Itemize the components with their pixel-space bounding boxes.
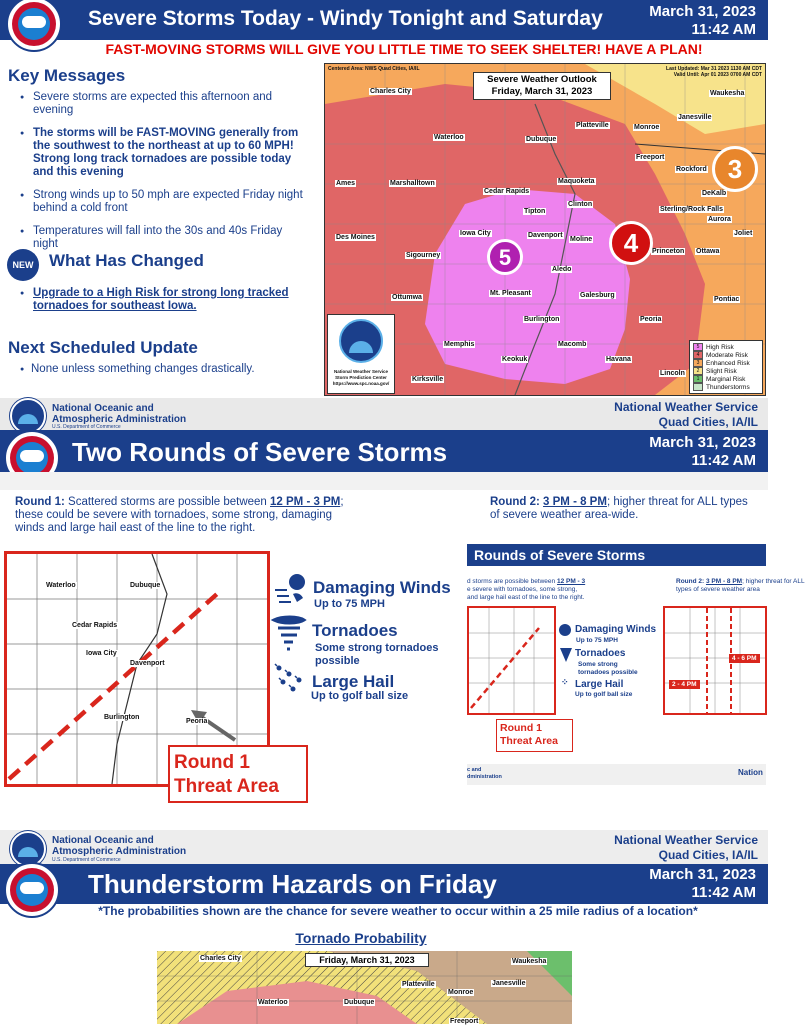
inset-text: ; higher threat for ALL xyxy=(742,578,805,585)
legend-swatch: 5 xyxy=(693,343,703,351)
nws-office-line: National Weather Service xyxy=(614,400,758,414)
map-city-label: Janesville xyxy=(678,114,712,121)
map-title: Severe Weather Outlook xyxy=(487,74,597,85)
round1-city-label: Burlington xyxy=(104,714,140,721)
tornado-map-city-label: Waukesha xyxy=(512,958,547,965)
hazard-title: Large Hail xyxy=(312,672,395,691)
tornado-map-city-label: Waterloo xyxy=(258,999,288,1006)
map-city-label: Davenport xyxy=(528,232,563,239)
section2-header xyxy=(0,430,768,472)
legend-row xyxy=(693,343,759,351)
next-update-list xyxy=(8,363,308,384)
inset-round2-label: Round 2: xyxy=(676,578,706,585)
map-city-label: Freeport xyxy=(636,154,665,161)
round1-text: Scattered storms are possible between xyxy=(64,496,271,508)
map-city-label: Burlington xyxy=(524,316,560,323)
inset-tornado-icon xyxy=(560,648,572,662)
section2-top-band xyxy=(0,472,768,490)
what-changed-item: ● Upgrade to a High Risk for strong long tracked tornadoes for southeast Iowa. xyxy=(8,287,298,313)
enhanced-risk-marker xyxy=(712,146,758,192)
round2-label: Round 2: xyxy=(490,496,540,508)
moderate-risk-number: 4 xyxy=(623,228,639,258)
section2-title: Two Rounds of Severe Storms xyxy=(72,437,448,467)
noaa-logo-icon xyxy=(10,398,46,434)
key-messages-heading: Key Messages xyxy=(8,66,126,85)
round1-text: ; these could be severe with tornadoes, some strong, damaging winds and large hail east of the line to the right. xyxy=(15,496,344,534)
tornado-probability-heading: Tornado Probability xyxy=(295,930,427,946)
noaa-department: U.S. Department of Commerce xyxy=(52,424,121,430)
tornado-map-date: Friday, March 31, 2023 xyxy=(305,953,429,967)
map-updated: Last Updated: Mar 31 2023 1130 AM CDT xyxy=(666,66,762,72)
legend-row xyxy=(693,367,759,375)
tornado-icon xyxy=(272,616,306,656)
map-city-label: Cedar Rapids xyxy=(484,188,530,195)
hazard-subtitle: Up to 75 MPH xyxy=(314,598,385,610)
inset-hazard-sub: Some strong xyxy=(578,661,618,668)
inset-hazard-title: Tornadoes xyxy=(575,648,626,659)
hazard-title: Damaging Winds xyxy=(313,578,451,597)
enhanced-risk-number: 3 xyxy=(727,154,743,184)
nws-office-line: Quad Cities, IA/IL xyxy=(658,415,758,429)
probability-note: *The probabilities shown are the chance for severe weather to occur within a 25 mile radius of a location* xyxy=(98,904,698,918)
key-message-item: ● Temperatures will fall into the 30s and 40s Friday night xyxy=(8,225,308,251)
legend-row xyxy=(693,375,759,383)
inset-round2-time: 3 PM - 8 PM xyxy=(705,578,743,585)
legend-label: Marginal Risk xyxy=(706,375,746,383)
map-city-label: Waukesha xyxy=(710,90,745,97)
legend-swatch: 4 xyxy=(693,351,703,359)
map-city-label: Kirksville xyxy=(412,376,444,383)
inset-time: 12 PM - 3 xyxy=(556,578,586,585)
section3-header xyxy=(0,864,768,904)
map-title-box xyxy=(473,72,611,100)
inset-hazard-sub: tornadoes possible xyxy=(578,669,638,676)
section2-time: 11:42 AM xyxy=(691,452,756,469)
hazard-subtitle: Some strong tornadoes possible xyxy=(315,642,439,667)
legend-row xyxy=(693,383,759,391)
nws-office xyxy=(614,400,758,430)
hazard-title: Tornadoes xyxy=(312,621,398,640)
inset-header xyxy=(467,544,766,566)
map-city-label: Peoria xyxy=(640,316,662,323)
noaa-map-caption xyxy=(330,369,392,387)
inset-round2-map xyxy=(663,606,767,715)
round1-city-label: Davenport xyxy=(130,660,165,667)
legend-swatch: 1 xyxy=(693,375,703,383)
map-city-label: Princeton xyxy=(652,248,685,255)
noaa-name xyxy=(52,835,186,857)
section1-datetime xyxy=(649,3,756,39)
map-city-label: Waterloo xyxy=(434,134,464,141)
noaa-map-inset xyxy=(327,314,395,394)
round1-time: 12 PM - 3 PM xyxy=(270,496,341,508)
round1-city-label: Dubuque xyxy=(130,582,161,589)
map-city-label: Havana xyxy=(606,356,631,363)
map-update-info xyxy=(666,66,762,78)
high-risk-number: 5 xyxy=(498,245,512,270)
round1-description xyxy=(15,496,360,535)
noaa-department: U.S. Department of Commerce xyxy=(52,857,121,863)
inset-slide xyxy=(467,544,805,785)
inset-box-line: Threat Area xyxy=(500,735,558,747)
section1-title: Severe Storms Today - Windy Tonight and Saturday xyxy=(88,7,603,30)
map-city-label: Rockford xyxy=(676,166,707,173)
round1-city-label: Peoria xyxy=(186,718,208,725)
inset-round1-map xyxy=(467,606,556,715)
map-city-label: Galesburg xyxy=(580,292,615,299)
map-city-label: Moline xyxy=(570,236,593,243)
legend-swatch xyxy=(693,383,703,391)
new-badge xyxy=(7,249,39,281)
map-centered-label: Centered Area: NWS Quad Cities, IA/IL xyxy=(328,66,420,72)
risk-legend xyxy=(689,340,763,394)
inset-hazard-title: Large Hail xyxy=(575,679,624,690)
tornado-probability-map xyxy=(157,951,572,1024)
inset-text: e severe with tornadoes, some strong, xyxy=(467,586,578,593)
map-city-label: Joliet xyxy=(734,230,753,237)
map-city-label: Keokuk xyxy=(502,356,528,363)
tornado-map-city-label: Dubuque xyxy=(344,999,375,1006)
legend-label: High Risk xyxy=(706,343,734,351)
section3-title: Thunderstorm Hazards on Friday xyxy=(88,869,497,899)
legend-row xyxy=(693,359,759,367)
map-city-label: Dubuque xyxy=(526,136,557,143)
what-changed-list xyxy=(8,287,298,321)
tornado-map-city-label: Platteville xyxy=(402,981,435,988)
what-changed-heading: What Has Changed xyxy=(49,251,204,270)
high-risk-marker xyxy=(487,239,523,275)
map-city-label: Aurora xyxy=(708,216,731,223)
map-city-label: Ames xyxy=(336,180,356,187)
noaa-emblem-icon xyxy=(339,319,383,363)
noaa-caption-line: https://www.spc.noaa.gov/ xyxy=(332,381,390,386)
round1-city-label: Waterloo xyxy=(46,582,76,589)
legend-label: Moderate Risk xyxy=(706,351,748,359)
inset-wind-icon xyxy=(559,624,571,636)
inset-text: and large hail east of the line to the right. xyxy=(467,594,585,601)
next-update-item: ● None unless something changes drastically. xyxy=(8,363,308,376)
noaa-name-line: National Oceanic and xyxy=(52,403,154,414)
key-messages-list xyxy=(8,91,308,259)
key-message-item: ● Strong winds up to 50 mph are expected Friday night behind a cold front xyxy=(8,189,308,215)
map-city-label: Marshalltown xyxy=(390,180,435,187)
map-city-label: Iowa City xyxy=(460,230,491,237)
key-message-item: ● Severe storms are expected this afternoon and evening xyxy=(8,91,308,117)
inset-hazard-title: Damaging Winds xyxy=(575,624,657,635)
map-city-label: Des Moines xyxy=(336,234,375,241)
map-city-label: Mt. Pleasant xyxy=(490,290,531,297)
map-city-label: Lincoln xyxy=(660,370,685,377)
round1-label: Round 1: xyxy=(15,496,65,508)
map-valid: Valid Until: Apr 01 2023 0700 AM CDT xyxy=(673,72,762,78)
section2-datetime xyxy=(649,434,756,470)
footer-2 xyxy=(0,830,768,864)
inset-footer-text: c and xyxy=(467,767,482,773)
map-city-label: Ottawa xyxy=(696,248,720,255)
map-city-label: Charles City xyxy=(370,88,411,95)
map-city-label: Pontiac xyxy=(714,296,740,303)
map-city-label: Tipton xyxy=(524,208,546,215)
section1-header xyxy=(0,0,768,40)
round1-threat-box xyxy=(168,745,308,803)
map-city-label: DeKalb xyxy=(702,190,727,197)
hail-icon xyxy=(273,662,305,694)
round2-text: ; higher threat for ALL types of severe weather area-wide. xyxy=(490,496,748,521)
inset-box-line: Round 1 xyxy=(500,722,542,734)
round2-description xyxy=(490,496,760,522)
tornado-map-city-label: Freeport xyxy=(450,1018,479,1025)
inset-time-badge: 4 - 6 PM xyxy=(729,654,760,663)
new-badge-label: NEW xyxy=(12,260,34,270)
inset-footer-text: dministration xyxy=(467,774,502,780)
inset-left-text xyxy=(467,578,607,602)
map-city-label: Platteville xyxy=(576,122,609,129)
map-city-label: Ottumwa xyxy=(392,294,422,301)
legend-label: Enhanced Risk xyxy=(706,359,750,367)
noaa-caption-line: Storm Prediction Center xyxy=(335,375,387,380)
next-update-heading: Next Scheduled Update xyxy=(8,338,198,357)
inset-hail-icon: ⁘ xyxy=(561,677,569,687)
legend-row xyxy=(693,351,759,359)
map-city-label: Maquoketa xyxy=(558,178,595,185)
round2-time: 3 PM - 8 PM xyxy=(543,496,607,508)
nws-office-line: National Weather Service xyxy=(614,833,758,847)
key-message-item: ● The storms will be FAST-MOVING generally from the southwest to the northeast at up to 60 MPH! Strong long track tornadoes are possible today and this evening xyxy=(8,127,308,179)
inset-footer-right: Nation xyxy=(738,768,763,777)
inset-title: Rounds of Severe Storms xyxy=(474,547,646,563)
hazard-subtitle: Up to golf ball size xyxy=(311,690,409,702)
inset-footer xyxy=(467,764,766,785)
section2-date: March 31, 2023 xyxy=(649,434,756,451)
map-city-label: Sigourney xyxy=(406,252,441,259)
inset-time-badge: 2 - 4 PM xyxy=(669,680,700,689)
section1-banner: FAST-MOVING STORMS WILL GIVE YOU LITTLE TIME TO SEEK SHELTER! HAVE A PLAN! xyxy=(105,41,703,57)
section3-time: 11:42 AM xyxy=(691,884,756,901)
noaa-name-line: Atmospheric Administration xyxy=(52,846,187,857)
inset-footer-left xyxy=(467,767,502,781)
map-city-label: Macomb xyxy=(558,341,587,348)
inset-text: d storms are possible between xyxy=(467,578,557,585)
noaa-caption-line: National Weather Service xyxy=(334,369,388,374)
noaa-name-line: Atmospheric Administration xyxy=(52,414,187,425)
map-city-label: Clinton xyxy=(568,201,593,208)
tornado-map-city-label: Charles City xyxy=(200,955,241,962)
nws-office-line: Quad Cities, IA/IL xyxy=(658,848,758,862)
round1-box-line: Round 1 xyxy=(174,752,250,773)
legend-label: Thunderstorms xyxy=(706,383,750,391)
moderate-risk-marker xyxy=(609,221,653,265)
section1-time: 11:42 AM xyxy=(691,21,756,38)
round1-box-line: Threat Area xyxy=(174,776,279,797)
noaa-name xyxy=(52,403,186,425)
map-city-label: Monroe xyxy=(634,124,660,131)
map-city-label: Sterling/Rock Falls xyxy=(660,206,724,213)
inset-text: types of severe weather area xyxy=(676,586,760,593)
wind-icon xyxy=(273,572,309,606)
round1-city-label: Cedar Rapids xyxy=(72,622,118,629)
tornado-map-city-label: Monroe xyxy=(448,989,474,996)
map-city-label: Aledo xyxy=(552,266,572,273)
nws-office xyxy=(614,833,758,863)
legend-swatch: 3 xyxy=(693,359,703,367)
inset-round1-box xyxy=(496,719,573,752)
section3-date: March 31, 2023 xyxy=(649,866,756,883)
tornado-map-city-label: Janesville xyxy=(492,980,526,987)
legend-label: Slight Risk xyxy=(706,367,737,375)
inset-right-text xyxy=(676,578,805,594)
map-city-label: Memphis xyxy=(444,341,475,348)
inset-hazard-sub: Up to golf ball size xyxy=(575,691,633,698)
map-date: Friday, March 31, 2023 xyxy=(491,86,593,97)
legend-swatch: 2 xyxy=(693,367,703,375)
section1-date: March 31, 2023 xyxy=(649,3,756,20)
inset-hazard-sub: Up to 75 MPH xyxy=(576,637,618,644)
outlook-map xyxy=(324,63,766,396)
section3-datetime xyxy=(649,866,756,902)
footer-1 xyxy=(0,398,768,430)
round1-city-label: Iowa City xyxy=(86,650,117,657)
noaa-name-line: National Oceanic and xyxy=(52,835,154,846)
